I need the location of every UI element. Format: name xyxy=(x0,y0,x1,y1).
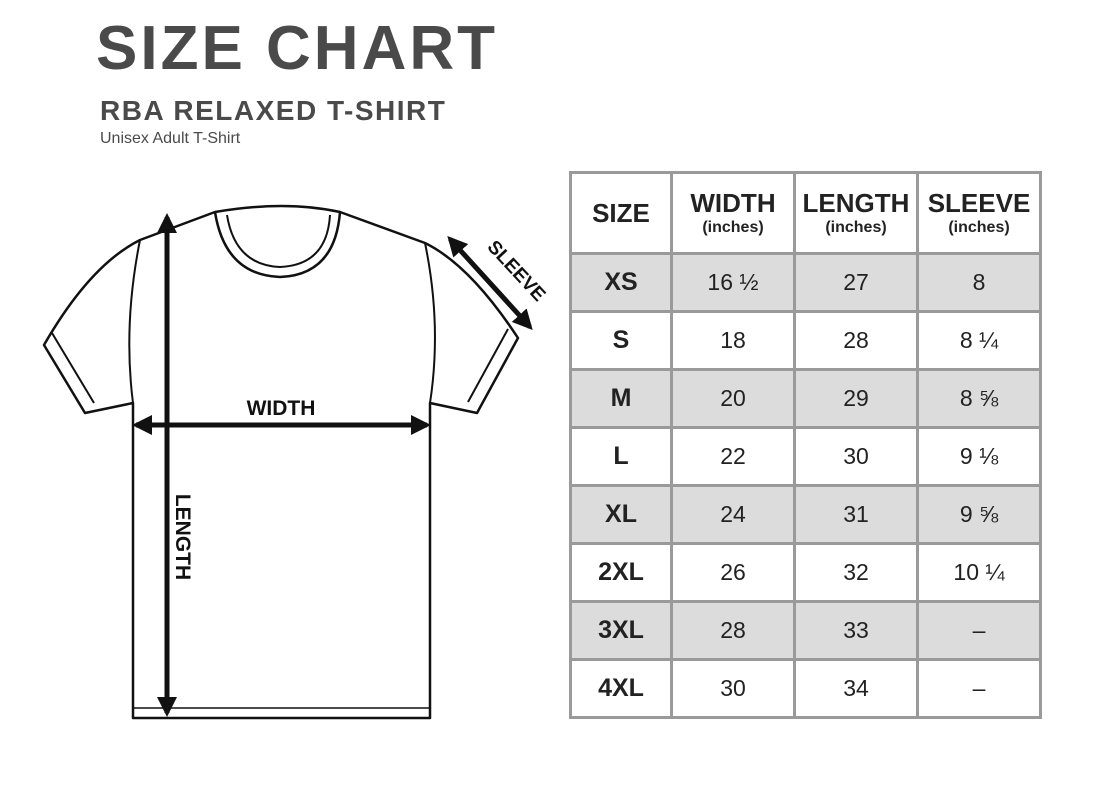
tshirt-diagram xyxy=(30,195,550,735)
table-row xyxy=(571,602,1041,660)
width-cell: 30 xyxy=(672,660,795,718)
width-cell: 24 xyxy=(672,486,795,544)
width-cell: 26 xyxy=(672,544,795,602)
sleeve-cell: 8 ¼ xyxy=(918,312,1041,370)
width-cell: 18 xyxy=(672,312,795,370)
sleeve-cell: – xyxy=(918,660,1041,718)
table-row xyxy=(571,486,1041,544)
sleeve-cell: 10 ¼ xyxy=(918,544,1041,602)
sleeve-cell: 9 ⅛ xyxy=(918,428,1041,486)
table-row xyxy=(571,254,1041,312)
table-row xyxy=(571,660,1041,718)
size-cell: L xyxy=(571,428,672,486)
table-header-row xyxy=(571,173,1041,254)
sleeve-label: SLEEVE xyxy=(482,236,550,306)
length-cell: 33 xyxy=(795,602,918,660)
sleeve-cell: – xyxy=(918,602,1041,660)
sleeve-cell: 8 ⅝ xyxy=(918,370,1041,428)
size-cell: M xyxy=(571,370,672,428)
length-cell: 31 xyxy=(795,486,918,544)
size-cell: XS xyxy=(571,254,672,312)
width-cell: 16 ½ xyxy=(672,254,795,312)
sleeve-cell: 9 ⅝ xyxy=(918,486,1041,544)
product-description: Unisex Adult T-Shirt xyxy=(100,130,241,147)
page-title: SIZE CHART xyxy=(96,14,498,83)
length-cell: 27 xyxy=(795,254,918,312)
length-cell: 28 xyxy=(795,312,918,370)
width-cell: 28 xyxy=(672,602,795,660)
length-cell: 30 xyxy=(795,428,918,486)
length-cell: 29 xyxy=(795,370,918,428)
size-cell: 3XL xyxy=(571,602,672,660)
header-sleeve: SLEEVE (inches) xyxy=(918,173,1041,254)
size-cell: 4XL xyxy=(571,660,672,718)
table-row xyxy=(571,544,1041,602)
sleeve-cell: 8 xyxy=(918,254,1041,312)
size-cell: S xyxy=(571,312,672,370)
table-row xyxy=(571,370,1041,428)
width-cell: 22 xyxy=(672,428,795,486)
tshirt-outline xyxy=(44,206,518,718)
size-cell: XL xyxy=(571,486,672,544)
length-label: LENGTH xyxy=(171,493,194,581)
header-size: SIZE xyxy=(571,173,672,254)
product-name: RBA RELAXED T-SHIRT xyxy=(100,95,447,126)
header-length: LENGTH (inches) xyxy=(795,173,918,254)
size-cell: 2XL xyxy=(571,544,672,602)
length-cell: 32 xyxy=(795,544,918,602)
width-cell: 20 xyxy=(672,370,795,428)
length-cell: 34 xyxy=(795,660,918,718)
header-width: WIDTH (inches) xyxy=(672,173,795,254)
table-row xyxy=(571,312,1041,370)
table-row xyxy=(571,428,1041,486)
size-table xyxy=(569,171,1042,719)
width-label: WIDTH xyxy=(246,397,316,420)
